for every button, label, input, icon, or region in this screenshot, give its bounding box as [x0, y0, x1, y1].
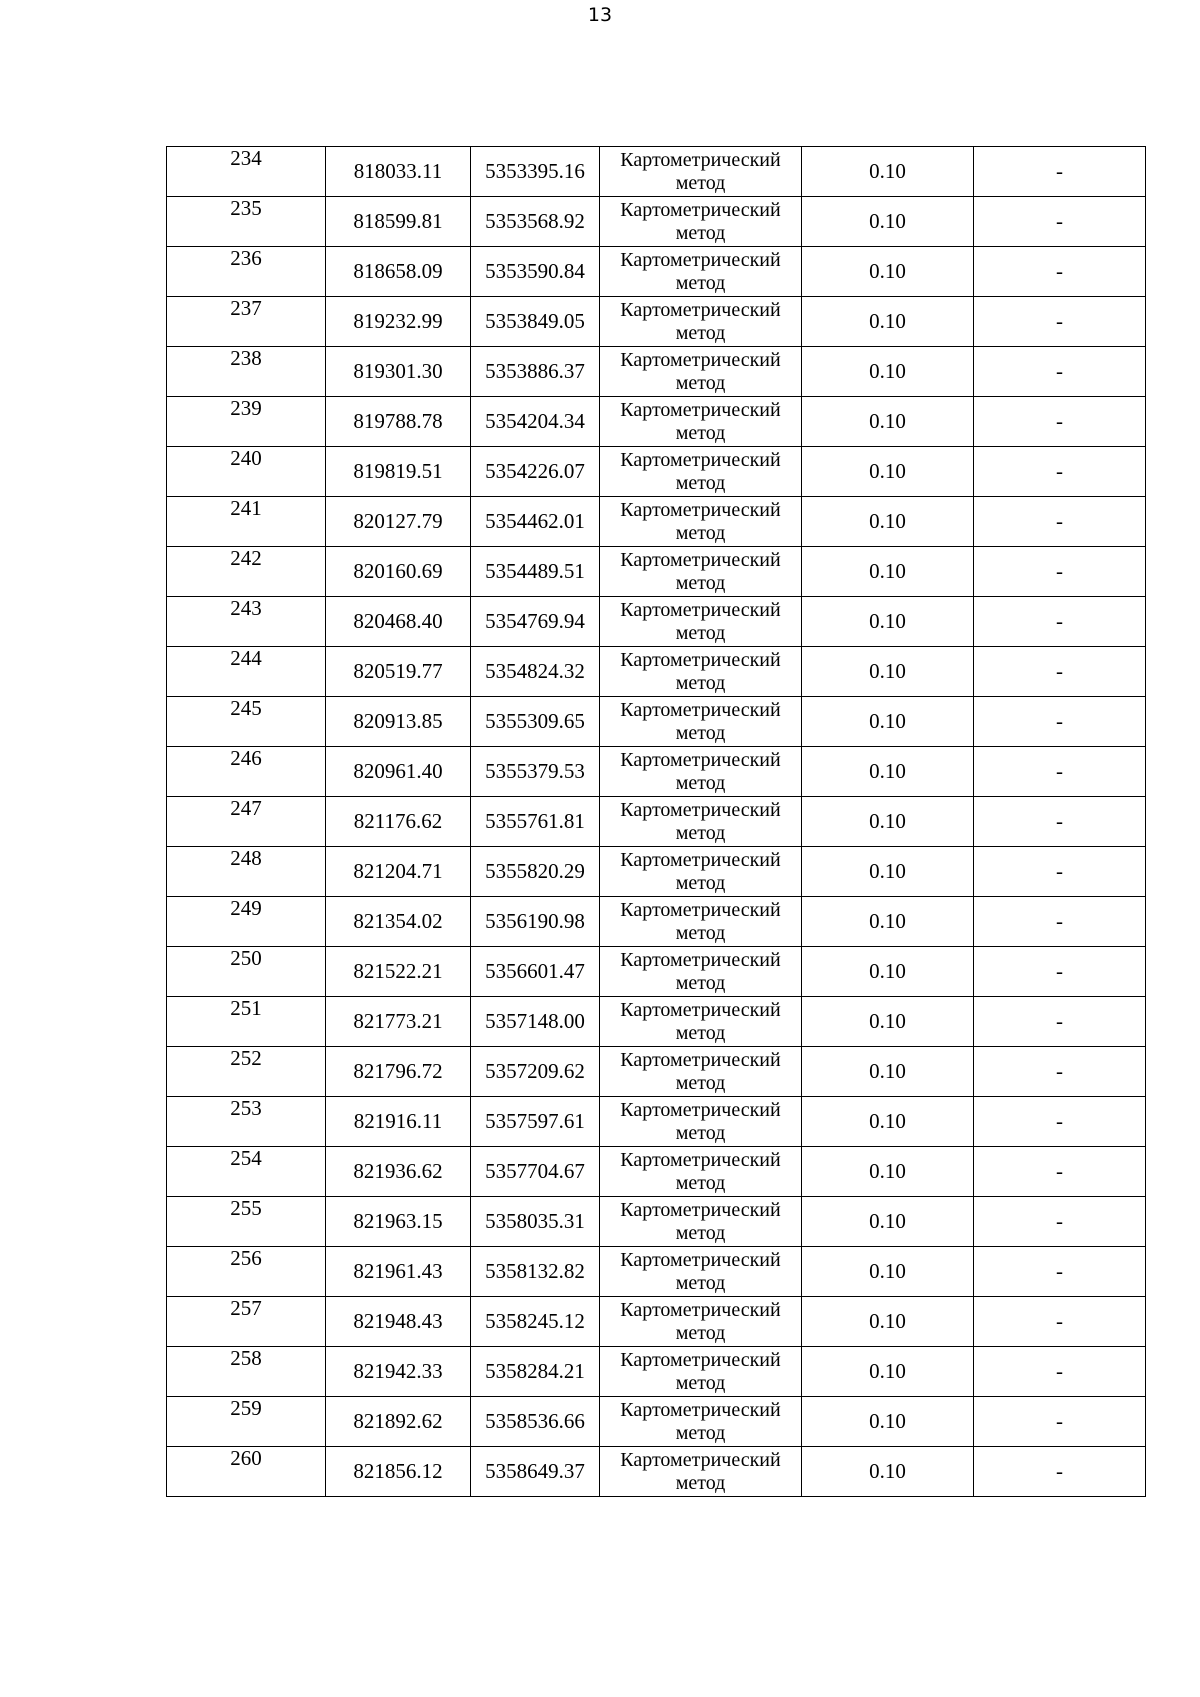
accuracy-cell: 0.10: [802, 447, 974, 497]
point-number-cell: 242: [167, 547, 326, 597]
coordinate-y-cell: 5357209.62: [471, 1047, 600, 1097]
method-word: метод: [675, 1171, 726, 1194]
note-cell: -: [974, 1147, 1146, 1197]
point-number-cell: 257: [167, 1297, 326, 1347]
coordinate-x-cell: 821773.21: [326, 997, 471, 1047]
table-row: [167, 1297, 1146, 1347]
point-number-cell: 241: [167, 497, 326, 547]
accuracy-cell: 0.10: [802, 897, 974, 947]
table-row: [167, 747, 1146, 797]
method-name: Картометрический: [620, 298, 781, 321]
method-word: метод: [675, 171, 726, 194]
note-cell: -: [974, 1047, 1146, 1097]
method-cell: [600, 1047, 802, 1097]
method-cell: [600, 1247, 802, 1297]
note-cell: -: [974, 797, 1146, 847]
table-row: [167, 947, 1146, 997]
method-name: Картометрический: [620, 198, 781, 221]
method-word: метод: [675, 721, 726, 744]
table-row: [167, 547, 1146, 597]
method-name: Картометрический: [620, 1198, 781, 1221]
coordinate-x-cell: 821856.12: [326, 1447, 471, 1497]
page-number: 13: [587, 4, 613, 26]
note-cell: -: [974, 547, 1146, 597]
method-word: метод: [675, 1321, 726, 1344]
coordinate-x-cell: 821936.62: [326, 1147, 471, 1197]
coordinate-y-cell: 5353849.05: [471, 297, 600, 347]
accuracy-cell: 0.10: [802, 997, 974, 1047]
accuracy-cell: 0.10: [802, 1247, 974, 1297]
accuracy-cell: 0.10: [802, 597, 974, 647]
coordinates-table: [166, 146, 1146, 1497]
coordinate-x-cell: 819819.51: [326, 447, 471, 497]
point-number-cell: 235: [167, 197, 326, 247]
accuracy-cell: 0.10: [802, 347, 974, 397]
note-cell: -: [974, 947, 1146, 997]
coordinate-x-cell: 820468.40: [326, 597, 471, 647]
coordinate-x-cell: 821948.43: [326, 1297, 471, 1347]
method-word: метод: [675, 1121, 726, 1144]
method-cell: [600, 1397, 802, 1447]
method-cell: [600, 397, 802, 447]
method-cell: [600, 197, 802, 247]
table-row: [167, 147, 1146, 197]
point-number-cell: 240: [167, 447, 326, 497]
method-name: Картометрический: [620, 698, 781, 721]
coordinate-y-cell: 5357148.00: [471, 997, 600, 1047]
table-row: [167, 1197, 1146, 1247]
method-cell: [600, 147, 802, 197]
table-row: [167, 297, 1146, 347]
accuracy-cell: 0.10: [802, 1197, 974, 1247]
note-cell: -: [974, 1297, 1146, 1347]
coordinate-y-cell: 5355379.53: [471, 747, 600, 797]
method-word: метод: [675, 771, 726, 794]
coordinate-x-cell: 819301.30: [326, 347, 471, 397]
coordinate-x-cell: 819232.99: [326, 297, 471, 347]
note-cell: -: [974, 747, 1146, 797]
coordinate-x-cell: 821942.33: [326, 1347, 471, 1397]
method-name: Картометрический: [620, 1048, 781, 1071]
method-cell: [600, 797, 802, 847]
table-row: [167, 997, 1146, 1047]
method-word: метод: [675, 971, 726, 994]
coordinate-y-cell: 5358649.37: [471, 1447, 600, 1497]
coordinate-x-cell: 821916.11: [326, 1097, 471, 1147]
note-cell: -: [974, 197, 1146, 247]
method-name: Картометрический: [620, 1448, 781, 1471]
table-row: [167, 347, 1146, 397]
note-cell: -: [974, 447, 1146, 497]
table-row: [167, 1247, 1146, 1297]
note-cell: -: [974, 997, 1146, 1047]
coordinate-x-cell: 819788.78: [326, 397, 471, 447]
point-number-cell: 259: [167, 1397, 326, 1447]
table-row: [167, 1397, 1146, 1447]
coordinate-y-cell: 5354824.32: [471, 647, 600, 697]
method-name: Картометрический: [620, 248, 781, 271]
method-word: метод: [675, 1471, 726, 1494]
method-word: метод: [675, 1421, 726, 1444]
point-number-cell: 243: [167, 597, 326, 647]
point-number-cell: 236: [167, 247, 326, 297]
accuracy-cell: 0.10: [802, 747, 974, 797]
method-cell: [600, 547, 802, 597]
method-word: метод: [675, 221, 726, 244]
method-name: Картометрический: [620, 1398, 781, 1421]
coordinate-y-cell: 5358284.21: [471, 1347, 600, 1397]
method-name: Картометрический: [620, 548, 781, 571]
coordinate-x-cell: 821961.43: [326, 1247, 471, 1297]
coordinate-y-cell: 5353886.37: [471, 347, 600, 397]
coordinate-y-cell: 5355820.29: [471, 847, 600, 897]
coordinate-x-cell: 818658.09: [326, 247, 471, 297]
point-number-cell: 252: [167, 1047, 326, 1097]
method-cell: [600, 1447, 802, 1497]
accuracy-cell: 0.10: [802, 1297, 974, 1347]
accuracy-cell: 0.10: [802, 497, 974, 547]
point-number-cell: 244: [167, 647, 326, 697]
table-row: [167, 1047, 1146, 1097]
accuracy-cell: 0.10: [802, 147, 974, 197]
coordinate-x-cell: 818599.81: [326, 197, 471, 247]
coordinate-x-cell: 820961.40: [326, 747, 471, 797]
method-name: Картометрический: [620, 748, 781, 771]
point-number-cell: 250: [167, 947, 326, 997]
method-word: метод: [675, 1271, 726, 1294]
note-cell: -: [974, 847, 1146, 897]
table-row: [167, 897, 1146, 947]
coordinate-x-cell: 820913.85: [326, 697, 471, 747]
table-row: [167, 597, 1146, 647]
method-cell: [600, 747, 802, 797]
method-name: Картометрический: [620, 898, 781, 921]
method-cell: [600, 947, 802, 997]
table-row: [167, 197, 1146, 247]
method-word: метод: [675, 321, 726, 344]
table-row: [167, 1447, 1146, 1497]
method-name: Картометрический: [620, 1298, 781, 1321]
coordinate-y-cell: 5353590.84: [471, 247, 600, 297]
method-name: Картометрический: [620, 1248, 781, 1271]
method-name: Картометрический: [620, 398, 781, 421]
method-name: Картометрический: [620, 998, 781, 1021]
method-word: метод: [675, 521, 726, 544]
method-cell: [600, 997, 802, 1047]
coordinate-y-cell: 5354462.01: [471, 497, 600, 547]
point-number-cell: 258: [167, 1347, 326, 1397]
coordinate-y-cell: 5354204.34: [471, 397, 600, 447]
table-row: [167, 647, 1146, 697]
point-number-cell: 251: [167, 997, 326, 1047]
coordinate-x-cell: 821892.62: [326, 1397, 471, 1447]
note-cell: -: [974, 1447, 1146, 1497]
method-cell: [600, 647, 802, 697]
coordinate-y-cell: 5353568.92: [471, 197, 600, 247]
coordinate-y-cell: 5358245.12: [471, 1297, 600, 1347]
note-cell: -: [974, 1247, 1146, 1297]
table-row: [167, 697, 1146, 747]
method-name: Картометрический: [620, 498, 781, 521]
point-number-cell: 246: [167, 747, 326, 797]
coordinate-y-cell: 5357597.61: [471, 1097, 600, 1147]
note-cell: -: [974, 1347, 1146, 1397]
accuracy-cell: 0.10: [802, 697, 974, 747]
coordinate-x-cell: 818033.11: [326, 147, 471, 197]
coordinate-x-cell: 820160.69: [326, 547, 471, 597]
method-word: метод: [675, 1071, 726, 1094]
coordinate-y-cell: 5358536.66: [471, 1397, 600, 1447]
point-number-cell: 247: [167, 797, 326, 847]
method-word: метод: [675, 871, 726, 894]
note-cell: -: [974, 147, 1146, 197]
note-cell: -: [974, 897, 1146, 947]
coordinate-x-cell: 821522.21: [326, 947, 471, 997]
table-row: [167, 447, 1146, 497]
point-number-cell: 255: [167, 1197, 326, 1247]
accuracy-cell: 0.10: [802, 397, 974, 447]
accuracy-cell: 0.10: [802, 297, 974, 347]
coordinate-y-cell: 5355309.65: [471, 697, 600, 747]
method-cell: [600, 297, 802, 347]
note-cell: -: [974, 647, 1146, 697]
accuracy-cell: 0.10: [802, 1397, 974, 1447]
note-cell: -: [974, 697, 1146, 747]
table-row: [167, 1097, 1146, 1147]
note-cell: -: [974, 247, 1146, 297]
coordinate-y-cell: 5358035.31: [471, 1197, 600, 1247]
method-cell: [600, 597, 802, 647]
coordinate-y-cell: 5357704.67: [471, 1147, 600, 1197]
method-name: Картометрический: [620, 348, 781, 371]
method-cell: [600, 1097, 802, 1147]
note-cell: -: [974, 597, 1146, 647]
method-cell: [600, 497, 802, 547]
method-word: метод: [675, 371, 726, 394]
method-word: метод: [675, 921, 726, 944]
method-cell: [600, 347, 802, 397]
coordinate-x-cell: 821796.72: [326, 1047, 471, 1097]
accuracy-cell: 0.10: [802, 547, 974, 597]
method-name: Картометрический: [620, 1098, 781, 1121]
coordinate-x-cell: 820519.77: [326, 647, 471, 697]
coordinate-x-cell: 821204.71: [326, 847, 471, 897]
coordinate-y-cell: 5358132.82: [471, 1247, 600, 1297]
point-number-cell: 253: [167, 1097, 326, 1147]
table-row: [167, 397, 1146, 447]
accuracy-cell: 0.10: [802, 1147, 974, 1197]
coordinate-x-cell: 821176.62: [326, 797, 471, 847]
coordinate-y-cell: 5356601.47: [471, 947, 600, 997]
method-cell: [600, 247, 802, 297]
method-word: метод: [675, 1371, 726, 1394]
method-word: метод: [675, 671, 726, 694]
coordinate-x-cell: 821963.15: [326, 1197, 471, 1247]
accuracy-cell: 0.10: [802, 1447, 974, 1497]
method-cell: [600, 897, 802, 947]
point-number-cell: 256: [167, 1247, 326, 1297]
point-number-cell: 260: [167, 1447, 326, 1497]
point-number-cell: 234: [167, 147, 326, 197]
method-name: Картометрический: [620, 648, 781, 671]
note-cell: -: [974, 347, 1146, 397]
table-row: [167, 247, 1146, 297]
method-name: Картометрический: [620, 848, 781, 871]
coordinate-y-cell: 5353395.16: [471, 147, 600, 197]
method-name: Картометрический: [620, 448, 781, 471]
point-number-cell: 248: [167, 847, 326, 897]
method-name: Картометрический: [620, 148, 781, 171]
coordinates-table-body: [167, 147, 1146, 1497]
accuracy-cell: 0.10: [802, 1347, 974, 1397]
method-word: метод: [675, 571, 726, 594]
method-word: метод: [675, 621, 726, 644]
accuracy-cell: 0.10: [802, 797, 974, 847]
note-cell: -: [974, 397, 1146, 447]
method-word: метод: [675, 271, 726, 294]
accuracy-cell: 0.10: [802, 847, 974, 897]
point-number-cell: 239: [167, 397, 326, 447]
point-number-cell: 249: [167, 897, 326, 947]
method-cell: [600, 447, 802, 497]
method-word: метод: [675, 1021, 726, 1044]
note-cell: -: [974, 1397, 1146, 1447]
table-row: [167, 1347, 1146, 1397]
method-name: Картометрический: [620, 1348, 781, 1371]
table-row: [167, 497, 1146, 547]
method-cell: [600, 1197, 802, 1247]
table-row: [167, 847, 1146, 897]
method-cell: [600, 1347, 802, 1397]
coordinate-x-cell: 820127.79: [326, 497, 471, 547]
coordinate-y-cell: 5354226.07: [471, 447, 600, 497]
accuracy-cell: 0.10: [802, 1047, 974, 1097]
method-name: Картометрический: [620, 1148, 781, 1171]
note-cell: -: [974, 1197, 1146, 1247]
coordinate-x-cell: 821354.02: [326, 897, 471, 947]
method-word: метод: [675, 1221, 726, 1244]
method-word: метод: [675, 821, 726, 844]
method-name: Картометрический: [620, 798, 781, 821]
point-number-cell: 238: [167, 347, 326, 397]
accuracy-cell: 0.10: [802, 247, 974, 297]
method-name: Картометрический: [620, 598, 781, 621]
accuracy-cell: 0.10: [802, 947, 974, 997]
coordinate-y-cell: 5354769.94: [471, 597, 600, 647]
note-cell: -: [974, 497, 1146, 547]
accuracy-cell: 0.10: [802, 1097, 974, 1147]
method-cell: [600, 697, 802, 747]
note-cell: -: [974, 297, 1146, 347]
point-number-cell: 254: [167, 1147, 326, 1197]
point-number-cell: 237: [167, 297, 326, 347]
accuracy-cell: 0.10: [802, 197, 974, 247]
method-cell: [600, 1297, 802, 1347]
method-cell: [600, 847, 802, 897]
table-row: [167, 1147, 1146, 1197]
coordinate-y-cell: 5356190.98: [471, 897, 600, 947]
table-row: [167, 797, 1146, 847]
accuracy-cell: 0.10: [802, 647, 974, 697]
method-name: Картометрический: [620, 948, 781, 971]
method-word: метод: [675, 471, 726, 494]
method-cell: [600, 1147, 802, 1197]
method-word: метод: [675, 421, 726, 444]
coordinate-y-cell: 5355761.81: [471, 797, 600, 847]
note-cell: -: [974, 1097, 1146, 1147]
coordinate-y-cell: 5354489.51: [471, 547, 600, 597]
point-number-cell: 245: [167, 697, 326, 747]
